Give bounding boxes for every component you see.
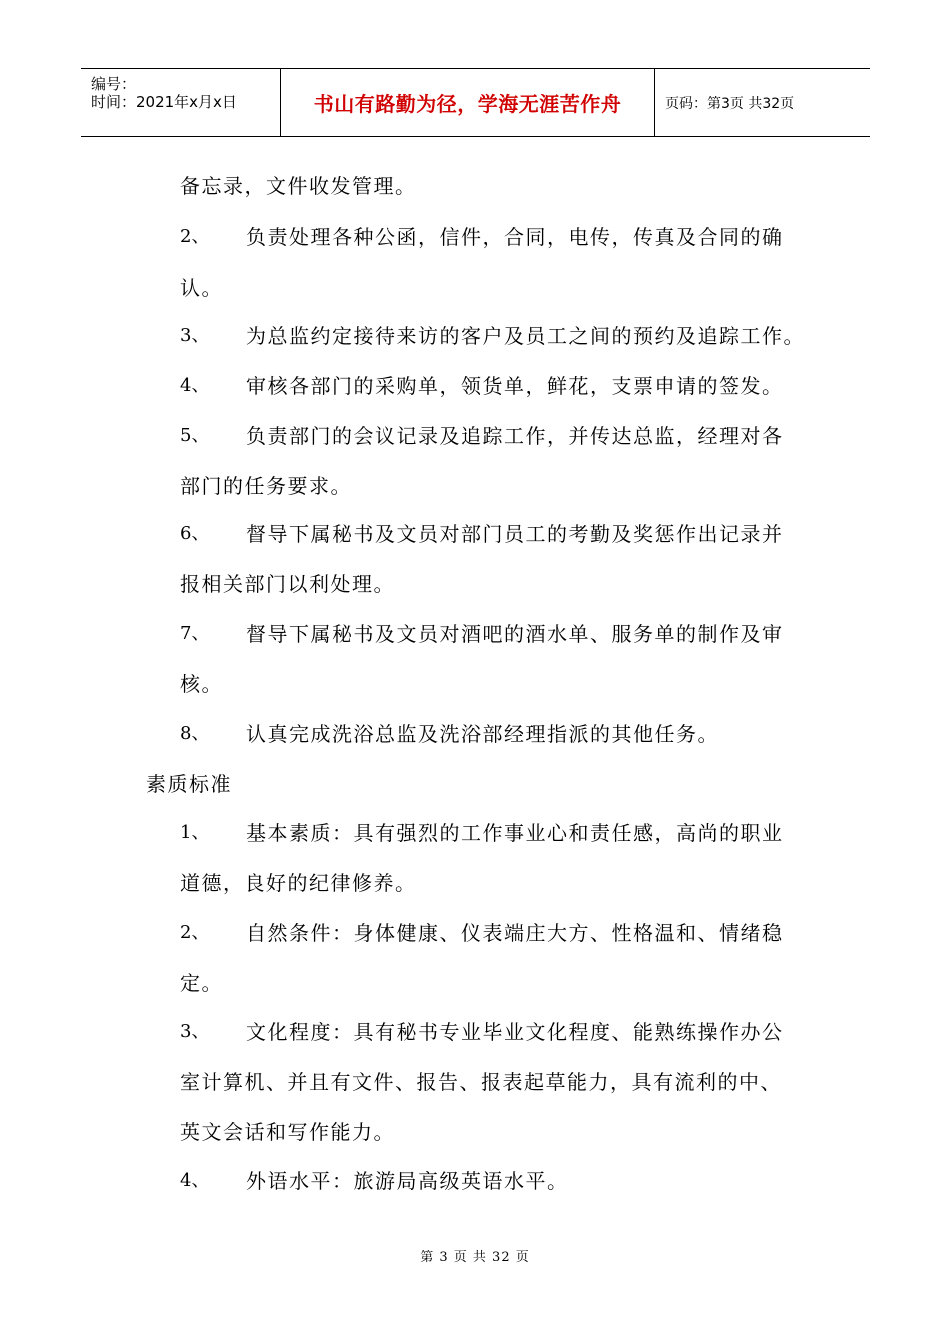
- header-motto-cell: [281, 69, 655, 136]
- body-line: 文化程度：具有秘书专业毕业文化程度、能熟练操作办公: [246, 1020, 784, 1044]
- item-number: 8、: [180, 723, 210, 744]
- body-line: 负责处理各种公函，信件，合同，电传，传真及合同的确: [246, 225, 784, 249]
- item-number: 5、: [180, 425, 210, 446]
- body-line: 外语水平：旅游局高级英语水平。: [246, 1169, 569, 1193]
- body-line: 自然条件：身体健康、仪表端庄大方、性格温和、情绪稳: [246, 921, 784, 945]
- body-line: 室计算机、并且有文件、报告、报表起草能力，具有流利的中、: [180, 1070, 782, 1094]
- item-number: 3、: [180, 325, 210, 346]
- body-line: 督导下属秘书及文员对部门员工的考勤及奖惩作出记录并: [246, 522, 784, 546]
- body-line: 道德，良好的纪律修养。: [180, 871, 417, 895]
- header-motto: 书山有路勤为径，学海无涯苦作舟: [313, 92, 622, 116]
- body-line: 报相关部门以利处理。: [180, 572, 395, 596]
- section-heading: 素质标准: [146, 772, 232, 796]
- page-header: [81, 68, 870, 137]
- body-line: 负责部门的会议记录及追踪工作，并传达总监，经理对各: [246, 424, 784, 448]
- body-line: 定。: [180, 971, 223, 995]
- body-line: 部门的任务要求。: [180, 474, 352, 498]
- body-line: 督导下属秘书及文员对酒吧的酒水单、服务单的制作及审: [246, 622, 784, 646]
- body-line: 认。: [180, 276, 223, 300]
- item-number: 2、: [180, 922, 210, 943]
- item-number: 1、: [180, 822, 210, 843]
- body-line: 备忘录，文件收发管理。: [180, 174, 417, 198]
- item-number: 4、: [180, 375, 210, 396]
- body-line: 认真完成洗浴总监及洗浴部经理指派的其他任务。: [246, 722, 719, 746]
- header-meta: [81, 69, 281, 136]
- item-number: 4、: [180, 1170, 210, 1191]
- item-number: 6、: [180, 523, 210, 544]
- body-line: 审核各部门的采购单，领货单，鲜花，支票申请的签发。: [246, 374, 784, 398]
- body-line: 英文会话和写作能力。: [180, 1120, 395, 1144]
- body-line: 为总监约定接待来访的客户及员工之间的预约及追踪工作。: [246, 324, 805, 348]
- document-number-label: 编号：: [91, 75, 137, 93]
- body-line: 基本素质：具有强烈的工作事业心和责任感，高尚的职业: [246, 821, 784, 845]
- header-page-info: 页码：第3页 共32页: [665, 95, 795, 112]
- item-number: 2、: [180, 226, 210, 247]
- page-footer: 第 3 页 共 32 页: [420, 1250, 530, 1265]
- body-line: 核。: [180, 672, 223, 696]
- item-number: 3、: [180, 1021, 210, 1042]
- document-time-label: 时间：2021年x月x日: [91, 93, 237, 111]
- item-number: 7、: [180, 623, 210, 644]
